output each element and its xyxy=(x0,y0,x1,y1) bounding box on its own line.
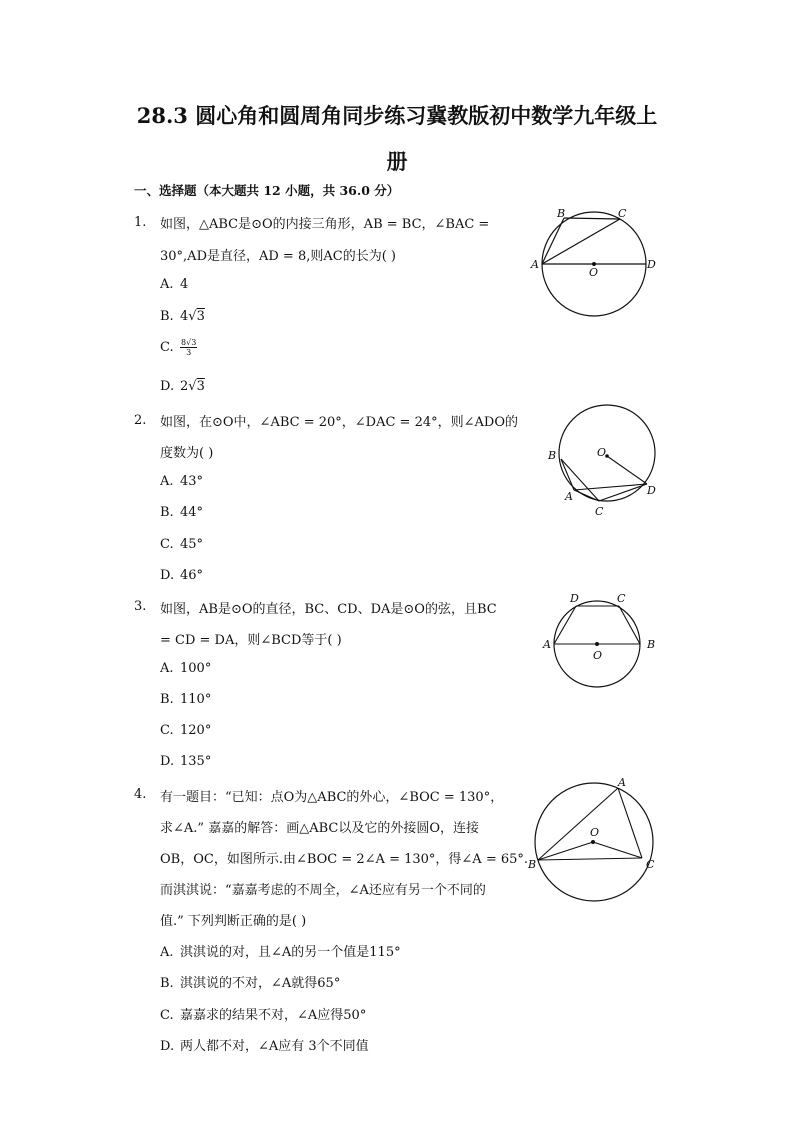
option-d[interactable] xyxy=(160,568,203,583)
segment-ob xyxy=(538,842,593,860)
option-key: D. xyxy=(160,568,175,583)
segment-bc xyxy=(538,858,642,860)
option-key: B. xyxy=(160,309,174,324)
option-text: 淇淇说的对，且∠A的另一个值是115° xyxy=(180,945,401,960)
segment-bc xyxy=(564,218,620,219)
option-text: 44° xyxy=(180,505,204,520)
option-b[interactable] xyxy=(160,692,211,707)
question-number: 1. xyxy=(134,215,147,230)
segment-ab xyxy=(538,788,618,860)
center-point xyxy=(591,840,595,844)
label-b: B xyxy=(647,638,656,651)
option-key: C. xyxy=(160,537,174,552)
question-text-line: 30°,AD是直径，AD = 8,则AC的长为( ) xyxy=(160,249,396,264)
question-text-line: 求∠A.” 嘉嘉的解答：画△ABC以及它的外接圆O，连接 xyxy=(160,821,479,836)
segment-ac xyxy=(574,490,599,501)
question-text-line: 有一题目：“已知：点O为△ABC的外心，∠BOC = 130°， xyxy=(160,790,504,805)
segment-ob xyxy=(561,459,574,490)
question-text-line: 如图，AB是⊙O的直径，BC、CD、DA是⊙O的弦，且BC xyxy=(160,602,497,617)
option-key: C. xyxy=(160,340,174,355)
segment-cb xyxy=(619,606,640,644)
option-key: B. xyxy=(160,976,174,991)
question-text-line: 度数为( ) xyxy=(160,446,214,461)
fraction-denominator: 3 xyxy=(186,348,192,357)
option-text: 淇淇说的不对，∠A就得65° xyxy=(180,976,341,991)
option-c[interactable] xyxy=(160,338,197,357)
figure-q1 xyxy=(528,205,660,325)
label-o: O xyxy=(597,446,607,459)
option-radicand: 3 xyxy=(196,379,205,394)
option-c[interactable] xyxy=(160,537,203,552)
label-d: D xyxy=(647,258,656,271)
option-b[interactable] xyxy=(160,505,203,520)
label-b: B xyxy=(548,449,557,462)
option-d[interactable]: D. 2√3 xyxy=(160,379,205,394)
option-text: 135° xyxy=(180,754,212,769)
label-c: C xyxy=(595,505,604,518)
question-text-line: 如图，在⊙O中，∠ABC = 20°，∠DAC = 24°，则∠ADO的 xyxy=(160,415,518,430)
center-point xyxy=(595,642,599,646)
option-text: 43° xyxy=(180,474,204,489)
label-b: B xyxy=(528,858,537,871)
option-a[interactable] xyxy=(160,941,401,960)
label-a: A xyxy=(618,776,626,789)
option-text: 100° xyxy=(180,661,212,676)
question-number: 3. xyxy=(134,599,147,614)
option-text: 2 xyxy=(180,379,189,394)
option-key: B. xyxy=(160,505,174,520)
question-text-line: 如图，△ABC是⊙O的内接三角形，AB = BC，∠BAC = xyxy=(160,217,490,232)
option-d[interactable] xyxy=(160,754,211,769)
page-title-line1: 28.3 圆心角和圆周角同步练习冀教版初中数学九年级上 xyxy=(136,103,658,128)
fraction-numerator: 8√3 xyxy=(181,338,197,347)
segment-ac xyxy=(618,788,642,858)
figure-q2 xyxy=(544,404,664,520)
page-title-line2: 册 xyxy=(386,149,408,174)
option-text: 嘉嘉求的结果不对，∠A应得50° xyxy=(180,1008,367,1023)
segment-ad xyxy=(554,606,576,644)
label-a: A xyxy=(565,490,573,503)
label-b: B xyxy=(557,207,566,220)
option-key: D. xyxy=(160,1039,175,1054)
fraction xyxy=(180,338,197,357)
figure-q4 xyxy=(526,776,664,908)
option-key: C. xyxy=(160,1008,174,1023)
segment-ac xyxy=(542,219,620,264)
option-a[interactable] xyxy=(160,277,188,292)
option-text: 45° xyxy=(180,537,204,552)
option-key: D. xyxy=(160,754,175,769)
segment-oc xyxy=(593,842,642,858)
section-heading: 一、选择题（本大题共 12 小题，共 36.0 分） xyxy=(134,183,400,198)
question-text-line: OB，OC，如图所示.由∠BOC = 2∠A = 130°，得∠A = 65°. xyxy=(160,852,529,867)
option-text: 4 xyxy=(180,309,189,324)
label-o: O xyxy=(590,826,600,839)
option-text: 46° xyxy=(180,568,204,583)
question-number: 2. xyxy=(134,413,147,428)
option-key: A. xyxy=(160,277,174,292)
label-d: D xyxy=(570,592,579,605)
option-b[interactable]: B. 4√3 xyxy=(160,309,205,324)
option-b[interactable] xyxy=(160,972,340,991)
option-key: A. xyxy=(160,661,174,676)
label-c: C xyxy=(646,858,655,871)
label-o: O xyxy=(593,649,603,662)
label-d: D xyxy=(647,484,656,497)
option-text: 110° xyxy=(180,692,212,707)
figure-q3 xyxy=(538,588,666,694)
option-d[interactable] xyxy=(160,1035,369,1054)
option-a[interactable] xyxy=(160,661,211,676)
option-a[interactable] xyxy=(160,474,203,489)
option-key: B. xyxy=(160,692,174,707)
option-c[interactable] xyxy=(160,1004,366,1023)
question-text-line: = CD = DA，则∠BCD等于( ) xyxy=(160,633,342,648)
option-radicand: 3 xyxy=(196,309,205,324)
question-text-line: 值.” 下列判断正确的是( ) xyxy=(160,914,307,929)
option-key: C. xyxy=(160,723,174,738)
option-c[interactable] xyxy=(160,723,211,738)
option-text: 120° xyxy=(180,723,212,738)
option-key: A. xyxy=(160,474,174,489)
label-o: O xyxy=(589,266,599,279)
option-key: A. xyxy=(160,945,174,960)
option-text: 两人都不对，∠A应有 3个不同值 xyxy=(180,1039,369,1054)
option-key: D. xyxy=(160,379,175,394)
label-a: A xyxy=(543,638,551,651)
label-c: C xyxy=(617,592,626,605)
question-text-line: 而淇淇说：“嘉嘉考虑的不周全，∠A还应有另一个不同的 xyxy=(160,883,486,898)
label-c: C xyxy=(618,207,627,220)
segment-od xyxy=(607,456,647,484)
option-text: 4 xyxy=(180,277,189,292)
label-a: A xyxy=(531,258,539,271)
question-number: 4. xyxy=(134,787,147,802)
